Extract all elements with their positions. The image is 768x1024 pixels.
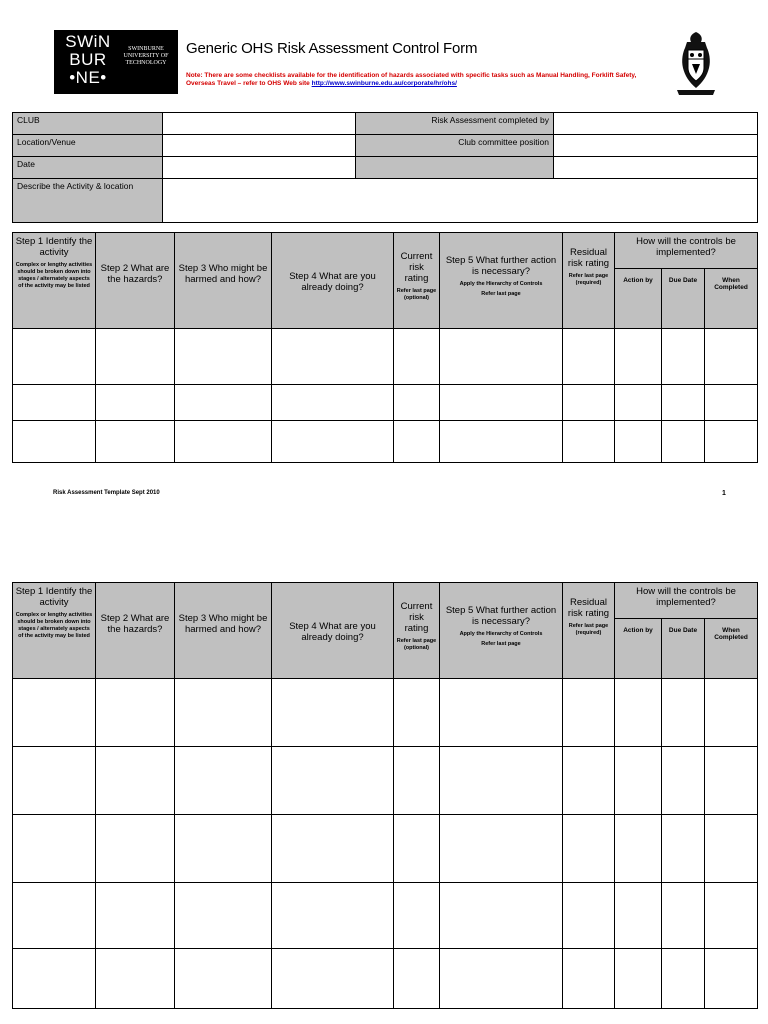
describe-activity-label: Describe the Activity & location [13, 179, 163, 223]
implementation-header: How will the controls be implemented? [615, 233, 758, 269]
step1-header: Step 1 Identify the activity Complex or lengthy activities should be broken down into stages / alternately aspects of the activity may be listed [13, 583, 96, 679]
blank-grey-cell [356, 157, 554, 179]
location-label: Location/Venue [13, 135, 163, 157]
step1-header: Step 1 Identify the activity Complex or lengthy activities should be broken down into stages / alternately aspects of the activity may be listed [13, 233, 96, 329]
describe-activity-field[interactable] [163, 179, 758, 223]
risk-table-2 [12, 582, 758, 1009]
action-by-header: Action by [615, 619, 662, 679]
current-risk-header: Current risk rating Refer last page (optional) [394, 583, 440, 679]
table-row [13, 883, 758, 949]
table-row [13, 329, 758, 385]
completed-by-label: Risk Assessment completed by [356, 113, 554, 135]
residual-risk-header: Residual risk rating Refer last page (required) [563, 233, 615, 329]
table-row [13, 157, 758, 179]
step5-header: Step 5 What further action is necessary? Apply the Hierarchy of Controls Refer last page [440, 233, 563, 329]
checklist-note [186, 72, 656, 88]
date-field[interactable] [163, 157, 356, 179]
step3-header: Step 3 Who might be harmed and how? [175, 583, 272, 679]
risk-table-1 [12, 232, 758, 463]
logo-university-name: SWINBURNE UNIVERSITY OF TECHNOLOGY [123, 46, 169, 66]
step2-header: Step 2 What are the hazards? [96, 233, 175, 329]
when-completed-header: When Completed [705, 269, 758, 329]
step4-header: Step 4 What are you already doing? [272, 583, 394, 679]
step2-header: Step 2 What are the hazards? [96, 583, 175, 679]
when-completed-header: When Completed [705, 619, 758, 679]
table-row [13, 747, 758, 815]
current-risk-header: Current risk rating Refer last page (optional) [394, 233, 440, 329]
step5-header: Step 5 What further action is necessary? Apply the Hierarchy of Controls Refer last page [440, 583, 563, 679]
swinburne-logo [54, 30, 178, 94]
blank-field[interactable] [554, 157, 758, 179]
table-row [13, 949, 758, 1009]
table-row [13, 113, 758, 135]
club-field[interactable] [163, 113, 356, 135]
due-date-header: Due Date [662, 619, 705, 679]
table-row [13, 815, 758, 883]
table-row [13, 179, 758, 223]
table-row [13, 421, 758, 463]
ohs-website-link[interactable]: http://www.swinburne.edu.au/corporate/hr/ohs/ [311, 80, 457, 87]
step4-header: Step 4 What are you already doing? [272, 233, 394, 329]
committee-position-label: Club committee position [356, 135, 554, 157]
table-row [13, 135, 758, 157]
assessment-info-table [12, 112, 758, 223]
page-number: 1 [722, 490, 726, 497]
logo-wordmark: SWiN BUR •NE• [65, 32, 111, 87]
date-label: Date [13, 157, 163, 179]
implementation-header: How will the controls be implemented? [615, 583, 758, 619]
club-label: CLUB [13, 113, 163, 135]
step3-header: Step 3 Who might be harmed and how? [175, 233, 272, 329]
residual-risk-header: Residual risk rating Refer last page (required) [563, 583, 615, 679]
due-date-header: Due Date [662, 269, 705, 329]
committee-position-field[interactable] [554, 135, 758, 157]
completed-by-field[interactable] [554, 113, 758, 135]
template-footer: Risk Assessment Template Sept 2010 [53, 490, 160, 496]
crest-icon [673, 30, 719, 96]
note-text: Note: There are some checklists available for the identification of hazards associated with specific tasks such as Manual Handling, Forklift Safety, Overseas Travel – refer to OHS Web site [186, 72, 637, 87]
document-title: Generic OHS Risk Assessment Control Form [186, 40, 478, 57]
action-by-header: Action by [615, 269, 662, 329]
table-row [13, 679, 758, 747]
location-field[interactable] [163, 135, 356, 157]
table-row [13, 385, 758, 421]
